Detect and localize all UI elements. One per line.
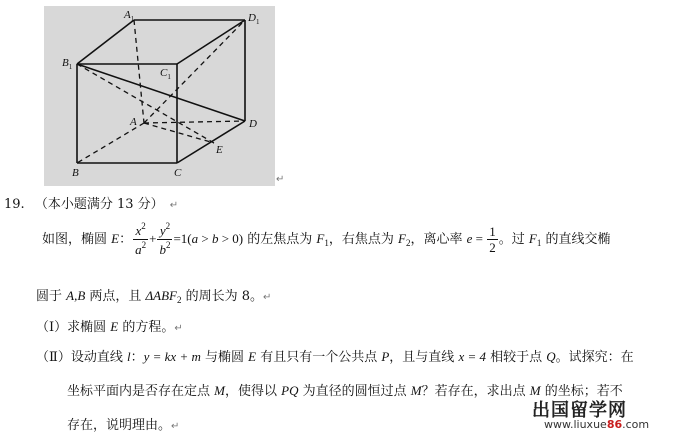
- watermark-title: 出国留学网: [532, 400, 627, 421]
- text-segment: 与椭圆: [200, 350, 249, 365]
- var-b: b: [211, 231, 219, 246]
- paragraph-mark: ↵: [174, 323, 183, 334]
- exponent: 2: [165, 221, 171, 231]
- edge-AB: [77, 123, 144, 163]
- text-segment: 的左焦点为: [243, 232, 317, 247]
- var-y: y: [159, 223, 166, 238]
- text-segment: 有且只有一个公共点: [256, 350, 382, 365]
- text-segment: ，使得以: [224, 384, 282, 399]
- text-segment: 的方程。: [118, 320, 175, 335]
- var-a: a: [191, 231, 199, 246]
- url-part: www.liuxue: [544, 418, 607, 431]
- var-P: P: [381, 349, 390, 364]
- text-segment: （Ⅱ）设动直线: [36, 350, 127, 365]
- var-b: b: [159, 242, 166, 257]
- subscript: 2: [405, 238, 411, 248]
- label-C: C: [174, 167, 182, 179]
- edge-A1B1: [77, 20, 134, 64]
- text-segment: >: [198, 231, 212, 246]
- var-Q: Q: [546, 349, 556, 364]
- denominator: 2: [489, 240, 496, 255]
- subscript: 1: [536, 238, 542, 248]
- problem-line-2: [36, 285, 271, 305]
- text-segment: ，右焦点为: [328, 232, 398, 247]
- label-D: D: [249, 118, 257, 130]
- edge-C1D1: [177, 20, 245, 64]
- part-2: [36, 346, 634, 365]
- var-E: E: [110, 319, 119, 334]
- var-F: F: [528, 231, 537, 246]
- var-E: E: [248, 349, 257, 364]
- var-F: F: [316, 231, 325, 246]
- label-A1: $A_1$: [124, 9, 135, 23]
- problem-score: （本小题满分 13 分）: [34, 197, 164, 212]
- equation-x4: x = 4: [458, 349, 486, 364]
- subscript: 1: [324, 238, 329, 248]
- problem-line-6: [67, 414, 179, 433]
- var-l: l: [126, 349, 131, 364]
- label-D1: $D_1$: [248, 12, 260, 26]
- fraction-y2-b2: [157, 222, 172, 257]
- exponent: 2: [141, 221, 146, 231]
- paragraph-mark: ↵: [276, 174, 285, 185]
- label-C1: $C_1$: [160, 67, 171, 81]
- triangle-ABF2: ΔABF: [145, 288, 177, 303]
- label-E: E: [216, 144, 223, 156]
- url-part: .com: [622, 418, 650, 431]
- var-e: e: [466, 231, 473, 246]
- var-x: x: [135, 223, 142, 238]
- cube-figure: [44, 6, 275, 186]
- text-segment: ：: [119, 232, 133, 247]
- text-segment: 两点，且: [85, 289, 146, 304]
- text-segment: 的周长为 8。: [181, 289, 264, 304]
- text-segment: 相较于点: [485, 350, 547, 365]
- var-M: M: [410, 383, 422, 398]
- edge-A1A: [134, 20, 144, 123]
- plus-sign: +: [149, 231, 157, 246]
- var-F: F: [398, 231, 406, 246]
- text-segment: ，离心率: [410, 232, 467, 247]
- part-1: [36, 316, 183, 335]
- fraction-half: [487, 225, 498, 254]
- label-B1: $B_1$: [62, 57, 73, 71]
- var-a: a: [135, 242, 142, 257]
- segment-AE: [144, 123, 214, 143]
- subscript: 2: [177, 295, 182, 305]
- fraction-x2-a2: [133, 222, 148, 257]
- paragraph-mark: ↵: [171, 421, 180, 432]
- text-segment: =: [472, 231, 487, 246]
- paragraph-mark: ↵: [169, 200, 179, 211]
- text-segment: ：: [130, 350, 144, 365]
- exponent: 2: [165, 240, 171, 250]
- text-segment: 如图，椭圆: [42, 232, 112, 247]
- equation-line: y = kx + m: [143, 349, 201, 364]
- text-segment: （Ⅰ）求椭圆: [36, 320, 111, 335]
- text-segment: =1(: [173, 231, 192, 246]
- var-M: M: [529, 383, 541, 398]
- label-A: A: [130, 116, 137, 128]
- var-E: E: [111, 231, 120, 246]
- watermark-url: [544, 418, 649, 431]
- text-segment: 。试探究：在: [555, 350, 634, 365]
- var-AB: A,B: [66, 288, 86, 303]
- url-part: 86: [606, 418, 623, 431]
- text-segment: 。过: [498, 232, 529, 247]
- var-PQ: PQ: [281, 383, 299, 398]
- edge-AD: [144, 121, 245, 123]
- cube-diagram: [44, 6, 275, 186]
- text-segment: 圆于: [36, 289, 67, 304]
- text-segment: 坐标平面内是否存在定点: [67, 384, 215, 399]
- text-segment: ？若存在，求出点: [421, 384, 530, 399]
- text-segment: > 0): [218, 231, 244, 246]
- label-B: B: [72, 167, 79, 179]
- exponent: 2: [141, 240, 147, 250]
- text-segment: 的坐标；若不: [540, 384, 623, 399]
- text-segment: 的直线交椭: [541, 232, 611, 247]
- var-M: M: [214, 383, 225, 398]
- problem-line-1: [42, 222, 610, 257]
- paragraph-mark: ↵: [263, 292, 272, 303]
- problem-header: [4, 193, 178, 212]
- numerator: 1: [489, 224, 496, 239]
- text-segment: ，且与直线: [389, 350, 459, 365]
- site-watermark: [532, 396, 682, 432]
- text-segment: 为直径的圆恒过点: [298, 384, 411, 399]
- problem-number: 19.: [4, 197, 25, 212]
- text-segment: 存在，说明理由。: [67, 418, 172, 433]
